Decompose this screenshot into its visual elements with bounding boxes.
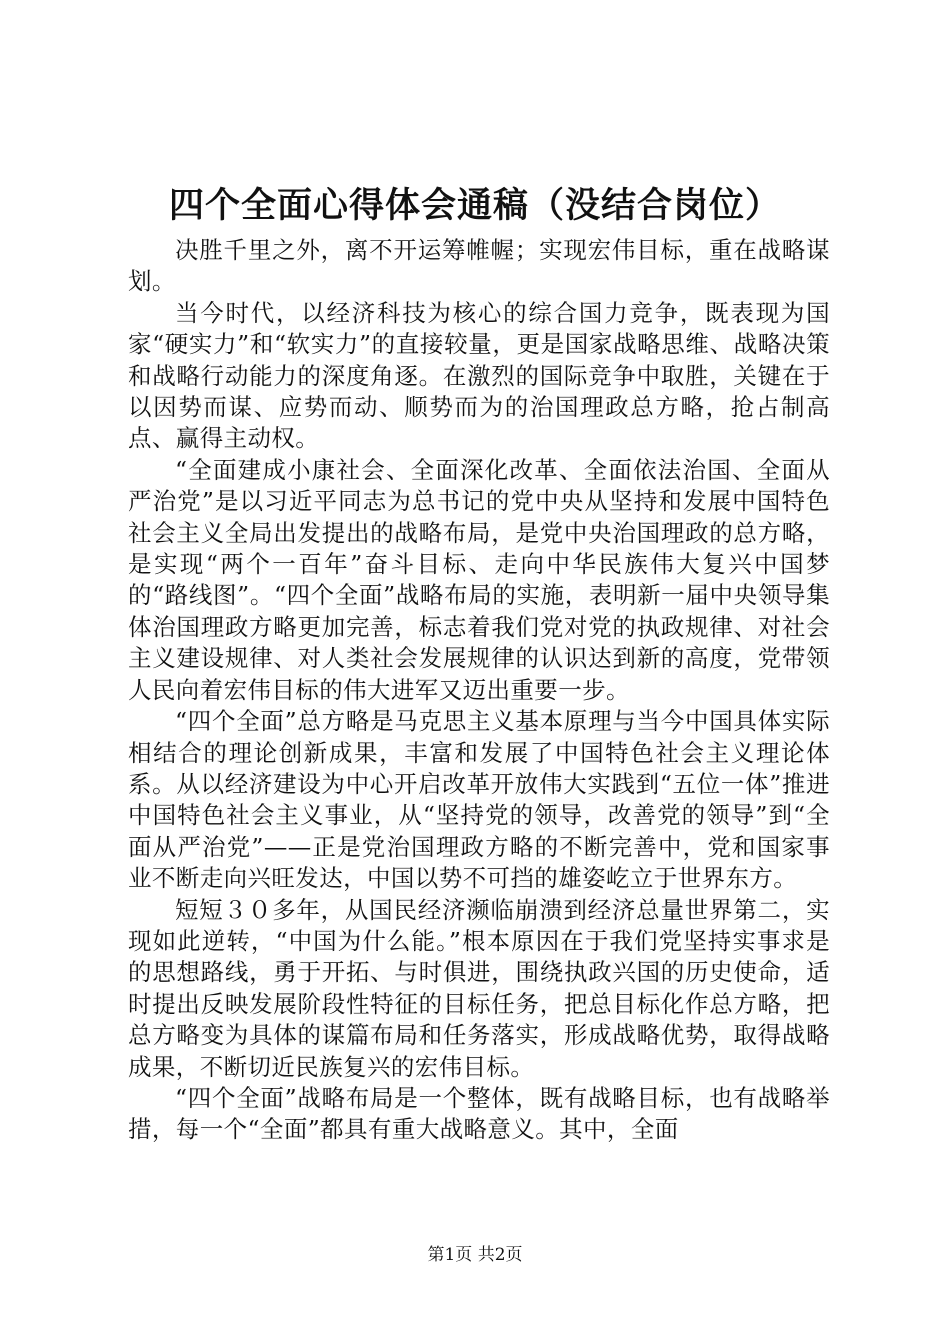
paragraph: 当今时代，以经济科技为核心的综合国力竞争，既表现为国家“硬实力”和“软实力”的直接较量，更是国家战略思维、战略决策和战略行动能力的深度角逐。在激烈的国际竞争中取胜，关键在于以因势而谋、应势而动、顺势而为的治国理政总方略，抢占制高点、赢得主动权。 <box>128 298 830 453</box>
paragraph: “全面建成小康社会、全面深化改革、全面依法治国、全面从严治党”是以习近平同志为总书记的党中央从坚持和发展中国特色社会主义全局出发提出的战略布局，是党中央治国理政的总方略，是实现“两个一百年”奋斗目标、走向中华民族伟大复兴中国梦的“路线图”。“四个全面”战略布局的实施，表明新一届中央领导集体治国理政方略更加完善，标志着我们党对党的执政规律、对社会主义建设规律、对人类社会发展规律的认识达到新的高度，党带领人民向着宏伟目标的伟大进军又迈出重要一步。 <box>128 455 830 704</box>
document-title: 四个全面心得体会通稿（没结合岗位） <box>168 186 781 226</box>
paragraph: “四个全面”战略布局是一个整体，既有战略目标，也有战略举措，每一个“全面”都具有重大战略意义。其中，全面 <box>128 1083 830 1144</box>
paragraph: 短短３０多年，从国民经济濒临崩溃到经济总量世界第二，实现如此逆转，“中国为什么能。”根本原因在于我们党坚持实事求是的思想路线，勇于开拓、与时俱进，围绕执政兴国的历史使命，适时提出反映发展阶段性特征的目标任务，把总目标化作总方略，把总方略变为具体的谋篇布局和任务落实，形成战略优势，取得战略成果，不断切近民族复兴的宏伟目标。 <box>128 895 830 1081</box>
page-number-footer: 第1页 共2页 <box>427 1245 523 1265</box>
paragraph: “四个全面”总方略是马克思主义基本原理与当今中国具体实际相结合的理论创新成果，丰富和发展了中国特色社会主义理论体系。从以经济建设为中心开启改革开放伟大实践到“五位一体”推进中国特色社会主义事业，从“坚持党的领导，改善党的领导”到“全面从严治党”——正是党治国理政方略的不断完善中，党和国家事业不断走向兴旺发达，中国以势不可挡的雄姿屹立于世界东方。 <box>128 707 830 893</box>
document-body <box>128 235 830 1146</box>
paragraph: 决胜千里之外，离不开运筹帷幄；实现宏伟目标，重在战略谋划。 <box>128 236 830 296</box>
